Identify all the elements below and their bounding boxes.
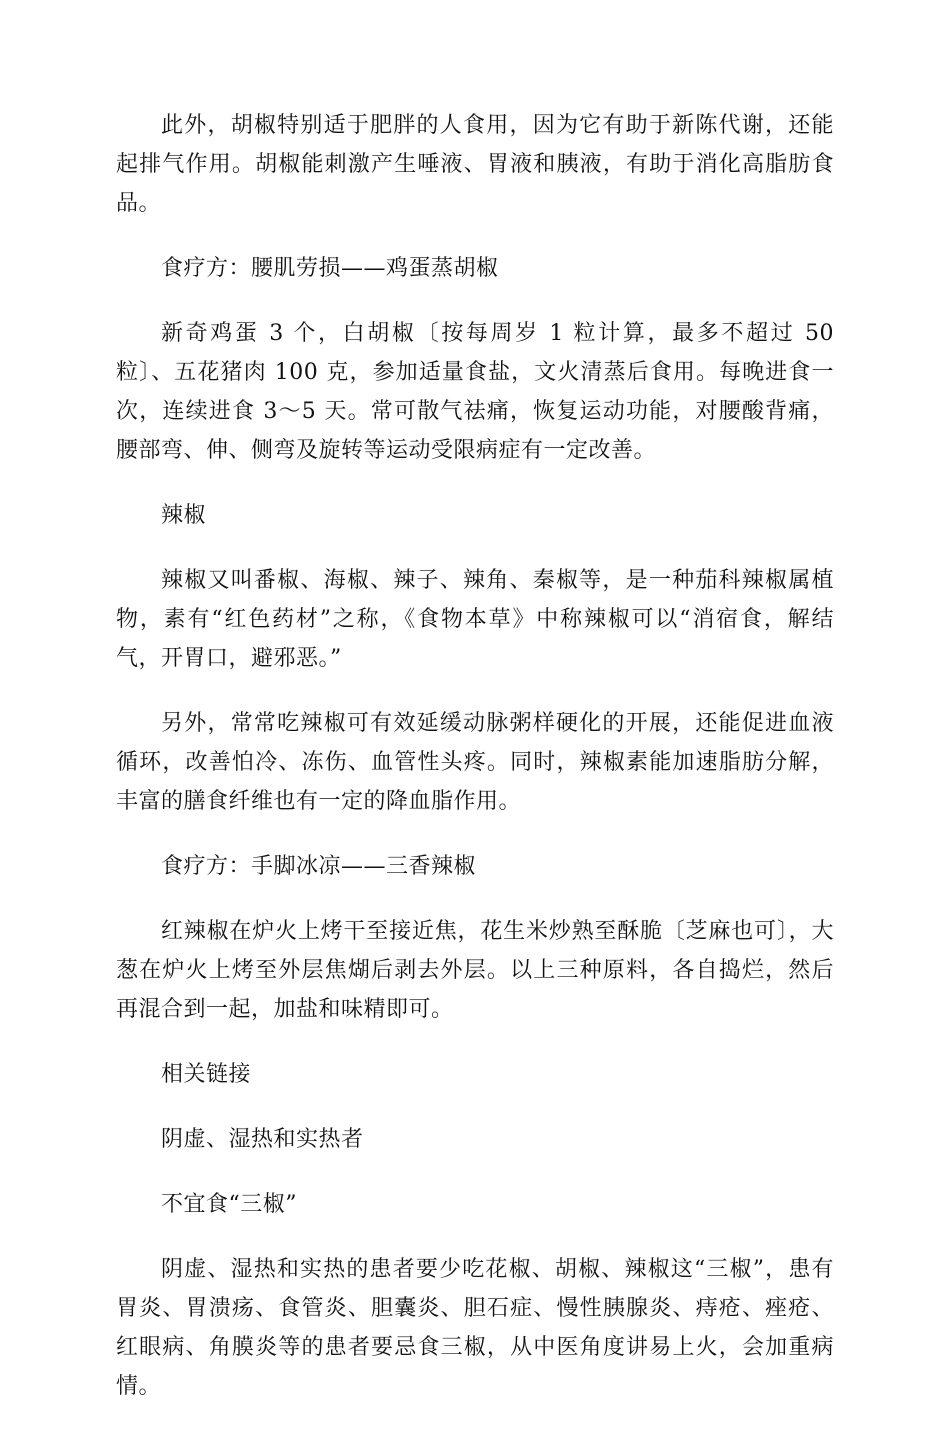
heading-related-links: 相关链接 — [161, 1062, 252, 1087]
paragraph-chili-benefits: 另外，常常吃辣椒可有效延缓动脉粥样硬化的开展，还能促进血液循环，改善怕冷、冻伤、血管性头疼。同时，辣椒素能加速脂肪分解，丰富的膳食纤维也有一定的降血脂作用。 — [116, 711, 834, 814]
paragraph-recipe-lumbar-strain: 新奇鸡蛋 3 个，白胡椒〔按每周岁 1 粒计算，最多不超过 50 粒〕、五花猪肉 100 克，参加适量食盐，文火清蒸后食用。每晚进食一次，连续进食 3〜5 天。常可散气祛痛，恢复运动功能，对腰酸背痛，腰部弯、伸、侧弯及旋转等运动受限病症有一定改善。 — [116, 321, 834, 463]
heading-chili: 辣椒 — [161, 503, 207, 528]
paragraph-pepper-benefits: 此外，胡椒特别适于肥胖的人食用，因为它有助于新陈代谢，还能起排气作用。胡椒能刺激产生唾液、胃液和胰液，有助于消化高脂肪食品。 — [116, 113, 834, 216]
heading-yin-deficiency: 阴虚、湿热和实热者 — [161, 1127, 364, 1152]
paragraph-avoid-three-peppers: 阴虚、湿热和实热的患者要少吃花椒、胡椒、辣椒这“三椒”，患有胃炎、胃溃疡、食管炎、胆囊炎、胆石症、慢性胰腺炎、痔疮、痤疮、红眼病、角膜炎等的患者要忌食三椒，从中医角度讲易上火，会加重病情。 — [116, 1257, 834, 1399]
heading-recipe-lumbar-strain: 食疗方：腰肌劳损——鸡蛋蒸胡椒 — [161, 256, 499, 281]
paragraph-chili-intro: 辣椒又叫番椒、海椒、辣子、辣角、秦椒等，是一种茄科辣椒属植物，素有“红色药材”之称，《食物本草》中称辣椒可以“消宿食，解结气，开胃口，避邪恶。” — [116, 568, 834, 671]
document-page — [116, 106, 834, 1432]
paragraph-recipe-cold-hands: 红辣椒在炉火上烤干至接近焦，花生米炒熟至酥脆〔芝麻也可〕，大葱在炉火上烤至外层焦煳后剥去外层。以上三种原料，各自捣烂，然后再混合到一起，加盐和味精即可。 — [116, 919, 834, 1022]
heading-recipe-cold-hands: 食疗方：手脚冰凉——三香辣椒 — [161, 854, 477, 879]
heading-avoid-three-peppers: 不宜食“三椒” — [161, 1192, 297, 1217]
